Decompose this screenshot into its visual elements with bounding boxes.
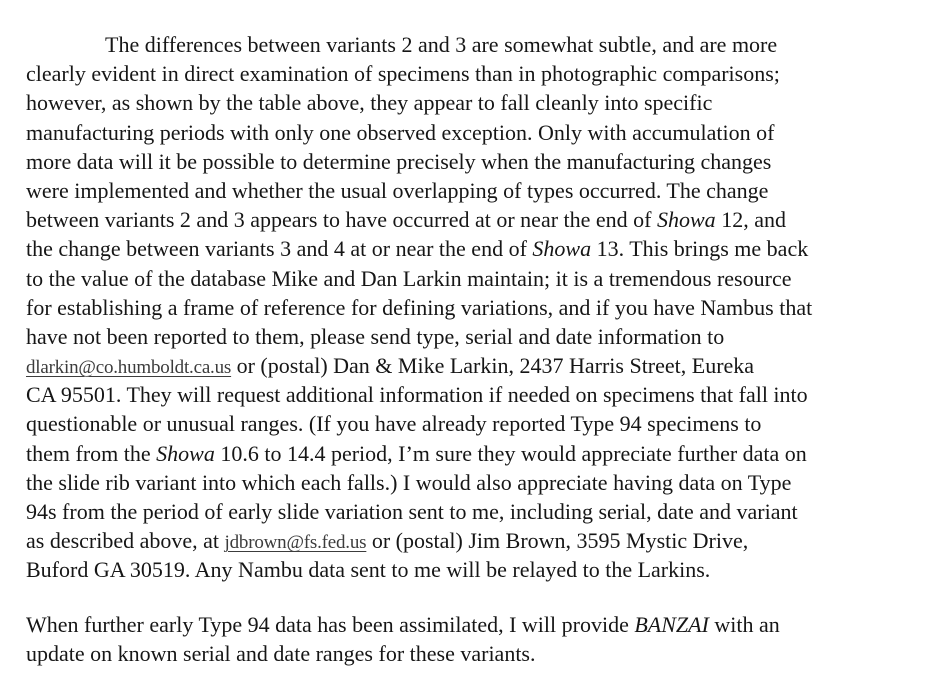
- larkin-email-link[interactable]: dlarkin@co.humboldt.ca.us: [26, 357, 232, 379]
- paragraph-update-notice: [26, 610, 923, 668]
- text-segment: or (postal) Dan & Mike Larkin, 2437 Harris Street, Eureka: [231, 353, 755, 379]
- text-line: have not been reported to them, please send type, serial and date information to: [26, 323, 725, 349]
- text-line: [26, 526, 923, 555]
- italic-term: Showa: [156, 440, 215, 466]
- text-line: to the value of the database Mike and Dan Larkin maintain; it is a tremendous resource: [26, 265, 792, 291]
- text-segment: 10.6 to 14.4 period, I’m sure they would appreciate further data on: [214, 440, 807, 466]
- text-segment: with an: [708, 612, 780, 637]
- text-segment: them from the: [26, 440, 157, 466]
- text-line: 94s from the period of early slide variation sent to me, including serial, date and variant: [26, 499, 798, 524]
- text-line: however, as shown by the table above, they appear to fall cleanly into specific: [26, 90, 713, 116]
- text-line: questionable or unusual ranges. (If you have already reported Type 94 specimens to: [26, 411, 762, 437]
- text-line: update on known serial and date ranges for these variants.: [26, 641, 536, 667]
- text-line: clearly evident in direct examination of specimens than in photographic comparisons;: [26, 61, 780, 87]
- text-line: [26, 610, 923, 639]
- brown-email-link[interactable]: jdbrown@fs.fed.us: [224, 532, 367, 554]
- italic-term: Showa: [532, 236, 592, 262]
- text-line: manufacturing periods with only one observed exception. Only with accumulation of: [26, 119, 775, 145]
- text-segment: the change between variants 3 and 4 at or near the end of: [26, 236, 533, 262]
- text-line: [26, 439, 923, 468]
- text-line: [26, 234, 923, 263]
- text-line: were implemented and whether the usual overlapping of types occurred. The change: [26, 177, 769, 203]
- text-segment: between variants 2 and 3 appears to have occurred at or near the end of: [26, 207, 657, 233]
- italic-term: Showa: [657, 207, 716, 233]
- text-segment: or (postal) Jim Brown, 3595 Mystic Drive,: [366, 528, 749, 554]
- italic-term: BANZAI: [634, 612, 709, 637]
- text-line: CA 95501. They will request additional information if needed on specimens that fall into: [26, 382, 808, 408]
- text-segment: as described above, at: [26, 528, 225, 554]
- text-segment: When further early Type 94 data has been assimilated, I will provide: [26, 612, 635, 637]
- text-line: the slide rib variant into which each falls.) I would also appreciate having data on Type: [26, 469, 792, 495]
- text-segment: 13. This brings me back: [591, 236, 809, 262]
- text-line: The differences between variants 2 and 3 are somewhat subtle, and are more: [105, 32, 778, 57]
- text-line: for establishing a frame of reference for defining variations, and if you have Nambus that: [26, 294, 813, 320]
- text-line: Buford GA 30519. Any Nambu data sent to me will be relayed to the Larkins.: [26, 557, 711, 583]
- text-line: more data will it be possible to determine precisely when the manufacturing changes: [26, 148, 772, 174]
- text-line: [26, 351, 923, 380]
- text-line: [26, 205, 923, 234]
- text-segment: 12, and: [715, 207, 786, 233]
- paragraph-variants-discussion: [26, 30, 923, 586]
